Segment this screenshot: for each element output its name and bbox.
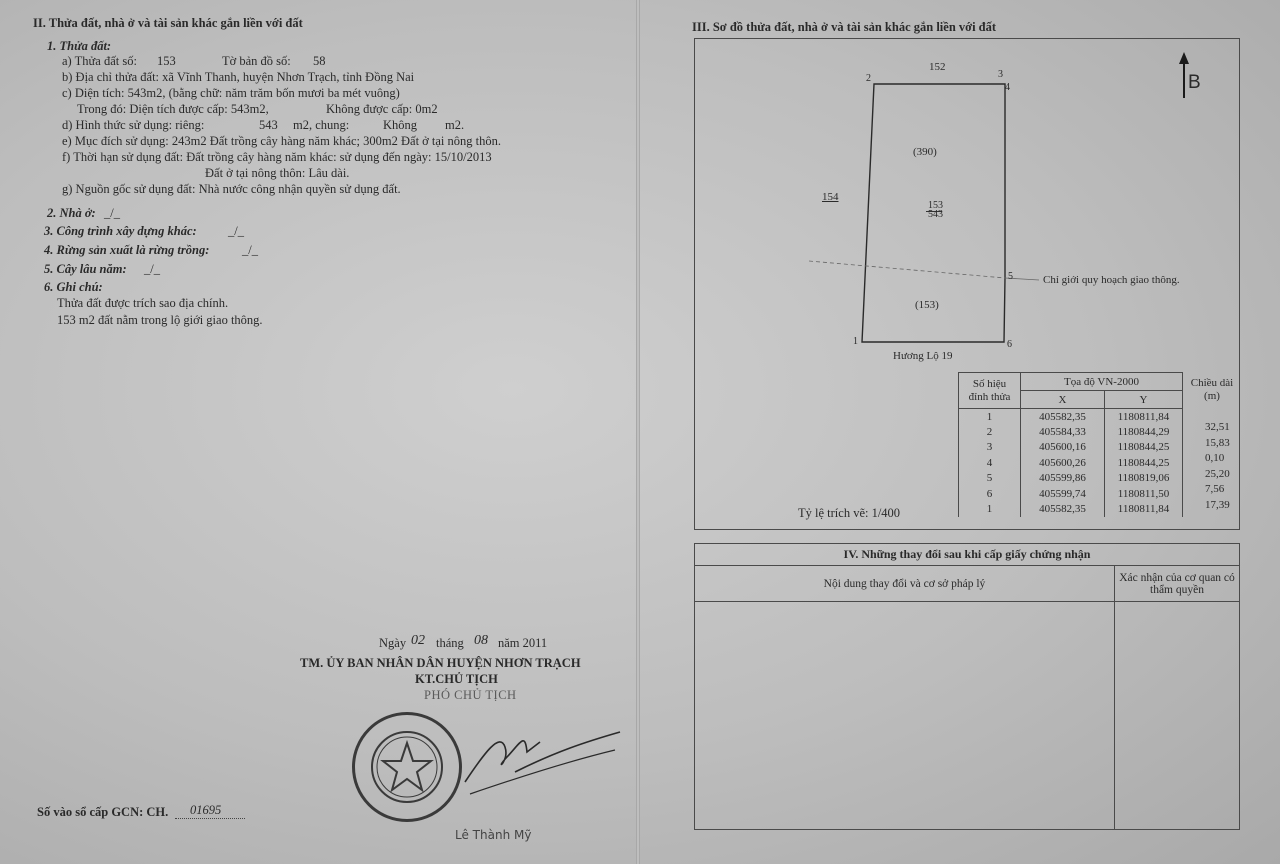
usage-form-label: d) Hình thức sử dụng: riêng: xyxy=(62,118,205,132)
other-construction-value: _/_ xyxy=(228,224,244,238)
house-value: _/_ xyxy=(104,206,120,220)
coordinate-cell-point: 1 xyxy=(959,409,1021,425)
vertex-label-3: 3 xyxy=(998,69,1003,80)
issue-day-handwritten: 02 xyxy=(411,633,425,648)
usage-term-residential: Đất ở tại nông thôn: Lâu dài. xyxy=(205,166,350,180)
traffic-planning-line xyxy=(809,261,1005,278)
parcel-address: b) Địa chỉ thửa đất: xã Vĩnh Thanh, huyện Nhơn Trạch, tỉnh Đồng Nai xyxy=(62,70,415,84)
coordinate-cell-y: 1180811,50 xyxy=(1105,486,1183,502)
usage-form-mid: m2, chung: xyxy=(293,118,350,132)
coordinate-cell-y: 1180844,29 xyxy=(1105,424,1183,440)
registry-number-value: 01695 xyxy=(190,803,222,817)
coordinate-table xyxy=(958,372,1183,517)
col-header-length: Chiều dài (m) xyxy=(1190,377,1234,402)
neighbor-top: 152 xyxy=(929,61,946,73)
segment-length: 17,39 xyxy=(1205,498,1230,511)
coordinate-cell-x: 405599,74 xyxy=(1021,486,1105,502)
coordinate-cell-y: 1180811,84 xyxy=(1105,409,1183,425)
coordinate-cell-x: 405600,16 xyxy=(1021,440,1105,456)
parcel-number-on-map: 153 xyxy=(928,200,943,211)
section-ii-title: II. Thửa đất, nhà ở và tài sản khác gắn liền với đất xyxy=(33,16,303,30)
area-not-granted: Không được cấp: 0m2 xyxy=(326,102,438,116)
note-line-2: 153 m2 đất nằm trong lộ giới giao thông. xyxy=(57,313,263,327)
usage-private-value: 543 xyxy=(259,118,278,132)
planted-forest-value: _/_ xyxy=(242,243,258,257)
vertex-label-4: 4 xyxy=(1005,82,1010,93)
land-parcel-heading: 1. Thửa đất: xyxy=(47,39,112,53)
coordinate-cell-point: 5 xyxy=(959,471,1021,487)
col-header-point: Số hiệu đỉnh thửa xyxy=(959,373,1021,409)
other-construction-heading: 3. Công trình xây dựng khác: xyxy=(44,224,197,238)
parcel-number-label: a) Thửa đất số: xyxy=(62,54,137,68)
coordinate-cell-point: 6 xyxy=(959,486,1021,502)
seal-star-emblem xyxy=(371,731,443,803)
coordinate-cell-y: 1180844,25 xyxy=(1105,440,1183,456)
segment-length: 25,20 xyxy=(1205,467,1230,480)
vertex-label-5: 5 xyxy=(1008,271,1013,282)
signer-name: Lê Thành Mỹ xyxy=(455,828,532,842)
coordinate-cell-x: 405600,26 xyxy=(1021,455,1105,471)
coordinate-row xyxy=(959,502,1183,518)
coordinate-cell-x: 405582,35 xyxy=(1021,409,1105,425)
map-sheet-value: 58 xyxy=(313,54,326,68)
changes-content-cell xyxy=(695,602,1115,830)
col-header-y: Y xyxy=(1105,391,1183,409)
col-header-coord: Tọa độ VN-2000 xyxy=(1021,373,1183,391)
land-origin: g) Nguồn gốc sử dụng đất: Nhà nước công nhận quyền sử dụng đất. xyxy=(62,182,401,196)
map-scale: Tỷ lệ trích vẽ: 1/400 xyxy=(798,506,901,520)
usage-form-end: m2. xyxy=(445,118,465,132)
registry-number-underline xyxy=(175,818,245,819)
changes-col-confirm: Xác nhận của cơ quan có thẩm quyền xyxy=(1115,566,1240,602)
col-header-x: X xyxy=(1021,391,1105,409)
perennial-trees-value: _/_ xyxy=(144,262,160,276)
star-icon xyxy=(373,733,441,801)
vertex-label-6: 6 xyxy=(1007,339,1012,350)
coordinate-cell-point: 1 xyxy=(959,502,1021,518)
coordinate-row xyxy=(959,471,1183,487)
coordinate-row xyxy=(959,409,1183,425)
registry-number-label: Số vào sổ cấp GCN: CH. xyxy=(37,805,169,819)
segment-length: 7,56 xyxy=(1205,483,1225,495)
perennial-trees-heading: 5. Cây lâu năm: xyxy=(44,262,127,276)
coordinate-row xyxy=(959,440,1183,456)
coordinate-cell-x: 405599,86 xyxy=(1021,471,1105,487)
segment-length: 0,10 xyxy=(1205,452,1225,464)
coordinate-row xyxy=(959,455,1183,471)
notes-heading: 6. Ghi chú: xyxy=(44,280,103,294)
issuing-authority: TM. ỦY BAN NHÂN DÂN HUYỆN NHƠN TRẠCH xyxy=(300,656,581,670)
usage-shared-value: Không xyxy=(383,118,418,132)
issue-month-handwritten: 08 xyxy=(474,633,488,648)
changes-col-content: Nội dung thay đổi và cơ sở pháp lý xyxy=(695,566,1115,602)
changes-confirm-cell xyxy=(1115,602,1240,830)
usage-term: f) Thời hạn sử dụng đất: Đất trồng cây hàng năm khác: sử dụng đến ngày: 15/10/2013 xyxy=(62,150,492,164)
planning-line-label: Chỉ giới quy hoạch giao thông. xyxy=(1043,274,1180,286)
issue-date-prefix: Ngày xyxy=(379,636,407,650)
segment-length: 32,51 xyxy=(1205,421,1230,433)
vertex-label-1: 1 xyxy=(853,336,858,347)
segment-length: 15,83 xyxy=(1205,436,1230,449)
parcel-area: c) Diện tích: 543m2, (bằng chữ: năm trăm bốn mươi ba mét vuông) xyxy=(62,86,400,100)
house-heading: 2. Nhà ở: xyxy=(47,206,96,220)
usage-purpose: e) Mục đích sử dụng: 243m2 Đất trồng cây hàng năm khác; 300m2 Đất ở tại nông thôn. xyxy=(62,134,501,148)
coordinate-cell-y: 1180844,25 xyxy=(1105,455,1183,471)
north-arrow-head-icon xyxy=(1179,52,1189,64)
map-sheet-label: Tờ bản đồ số: xyxy=(222,54,291,68)
vertex-label-2: 2 xyxy=(866,73,871,84)
parcel-area-on-map: 543 xyxy=(928,209,943,220)
note-line-1: Thửa đất được trích sao địa chính. xyxy=(57,296,229,310)
issue-year: năm 2011 xyxy=(498,636,548,650)
north-label: B xyxy=(1188,72,1201,93)
section-iii-title: III. Sơ đồ thửa đất, nhà ở và tài sản khác gắn liền với đất xyxy=(692,20,997,34)
handwritten-signature xyxy=(445,712,625,812)
coordinate-cell-point: 3 xyxy=(959,440,1021,456)
coordinate-cell-x: 405582,35 xyxy=(1021,502,1105,518)
planted-forest-heading: 4. Rừng sản xuất là rừng trồng: xyxy=(44,243,210,257)
issue-date-month-label: tháng xyxy=(436,636,464,650)
parcel-number-value: 153 xyxy=(157,54,176,68)
coordinate-cell-x: 405584,33 xyxy=(1021,424,1105,440)
changes-title: IV. Những thay đổi sau khi cấp giấy chứng nhận xyxy=(695,544,1240,566)
page-fold xyxy=(636,0,640,864)
road-name: Hương Lộ 19 xyxy=(893,350,953,362)
area-upper-label: (390) xyxy=(913,146,937,158)
coordinate-row xyxy=(959,424,1183,440)
coordinate-cell-point: 4 xyxy=(959,455,1021,471)
changes-table xyxy=(694,543,1240,830)
neighbor-left: 154 xyxy=(822,191,839,203)
area-granted: Trong đó: Diện tích được cấp: 543m2, xyxy=(77,102,269,116)
coordinate-cell-y: 1180811,84 xyxy=(1105,502,1183,518)
coordinate-cell-point: 2 xyxy=(959,424,1021,440)
area-lower-label: (153) xyxy=(915,299,939,311)
coordinate-cell-y: 1180819,06 xyxy=(1105,471,1183,487)
coordinate-row xyxy=(959,486,1183,502)
vice-chairman-stamp: PHÓ CHỦ TỊCH xyxy=(424,688,517,702)
chairman-title: KT.CHỦ TỊCH xyxy=(415,672,498,686)
